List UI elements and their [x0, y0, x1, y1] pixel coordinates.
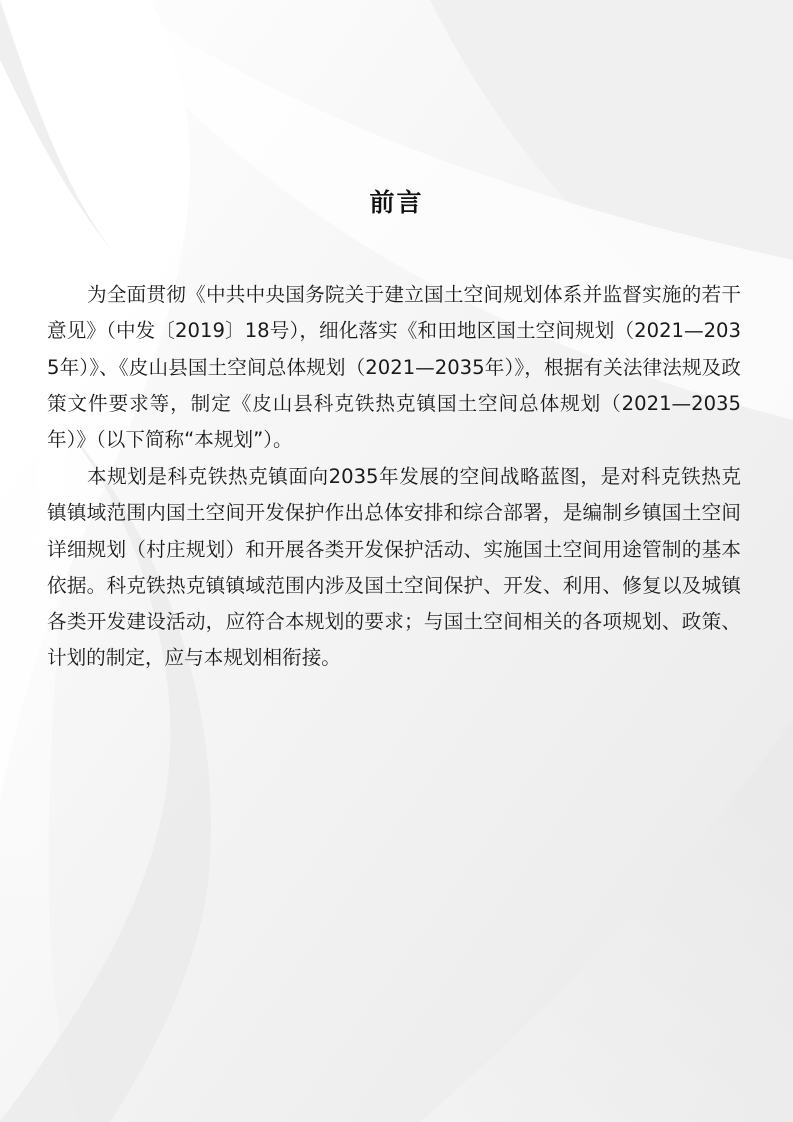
preface-paragraph: 为全面贯彻《中共中央国务院关于建立国土空间规划体系并监督实施的若干意见》（中发〔2019〕18号），细化落实《和田地区国土空间规划（2021—2035年）》、《皮山县国土空间总体规划（2021—2035年）》，根据有关法律法规及政策文件要求等，制定《皮山县科克铁热克镇国土空间总体规划（2021—2035年）》（以下简称“本规划”）。 — [47, 283, 741, 452]
page-title: 前言 — [369, 188, 424, 217]
preface-paragraph: 本规划是科克铁热克镇面向2035年发展的空间战略蓝图，是对科克铁热克镇镇域范围内国土空间开发保护作出总体安排和综合部署，是编制乡镇国土空间详细规划（村庄规划）和开展各类开发保护活动、实施国土空间用途管制的基本依据。科克铁热克镇镇域范围内涉及国土空间保护、开发、利用、修复以及城镇各类开发建设活动，应符合本规划的要求；与国土空间相关的各项规划、政策、计划的制定，应与本规划相衔接。 — [47, 465, 741, 670]
